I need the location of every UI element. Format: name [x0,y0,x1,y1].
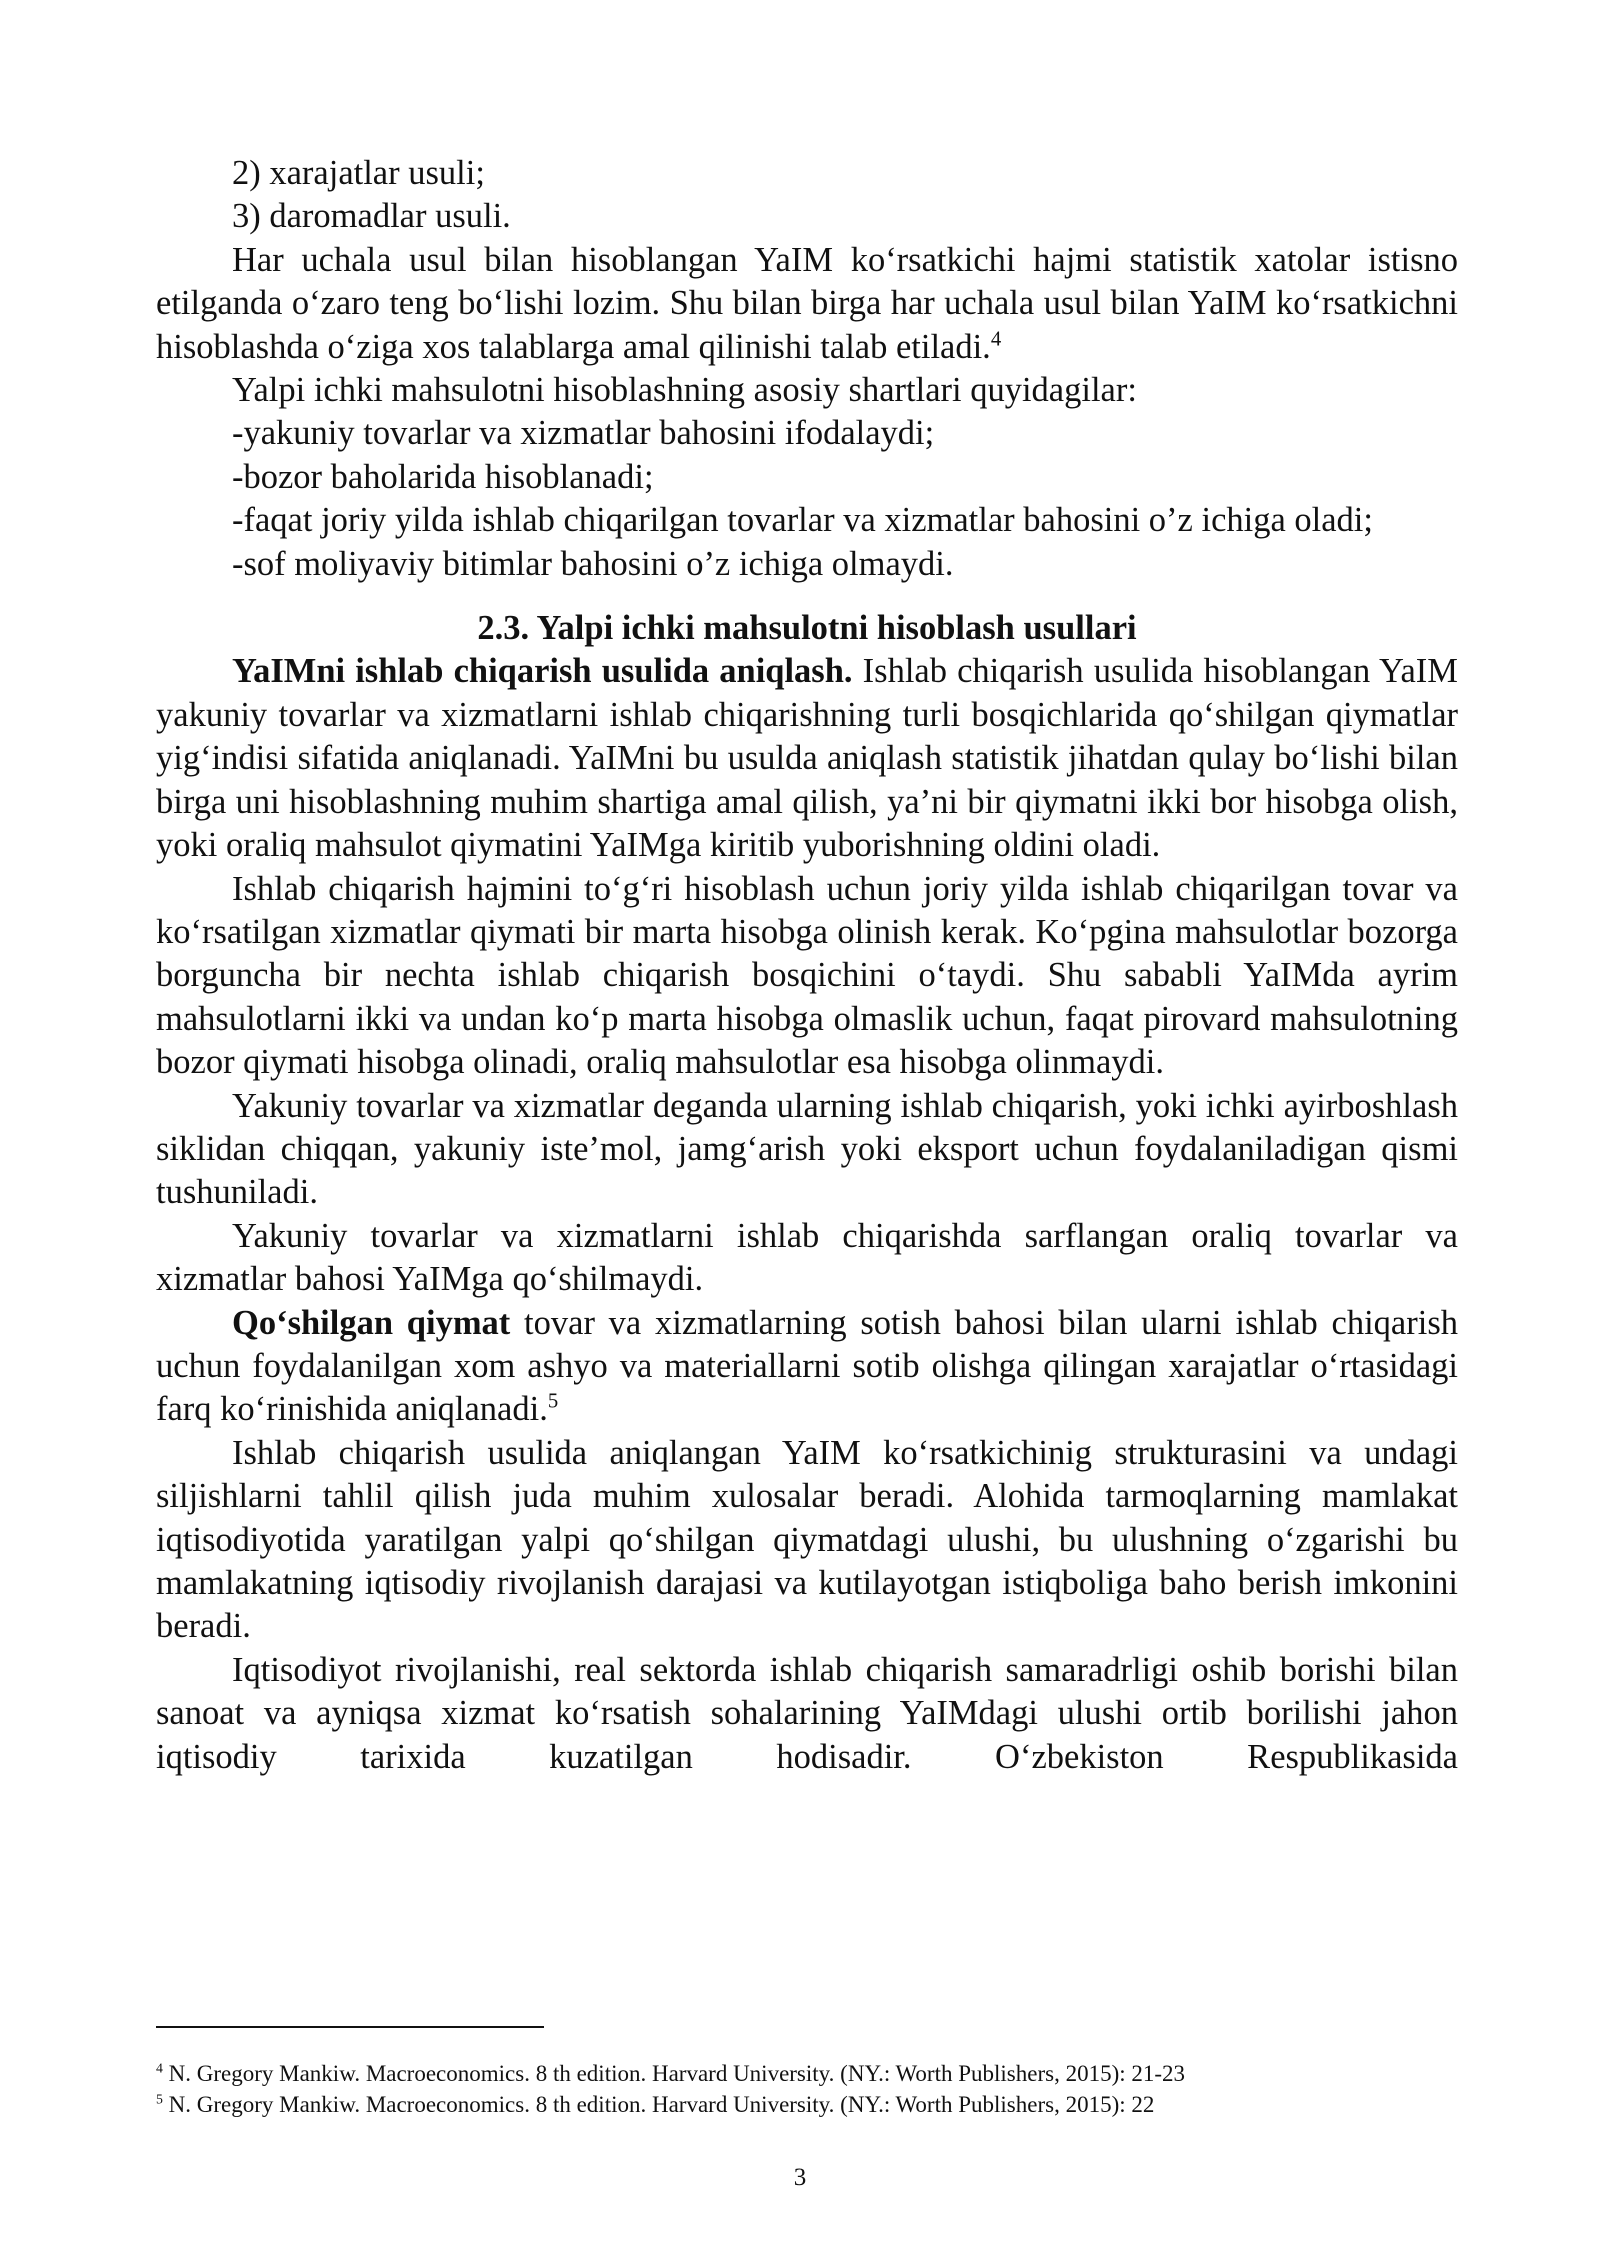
list-item-2: 2) xarajatlar usuli; [232,154,485,192]
paragraph-intermediate-goods: Yakuniy tovarlar va xizmatlarni ishlab chiqarishda sarflangan oraliq tovarlar va xizmatlar bahosi YaIMga qo‘shilmaydi. [156,1216,1458,1299]
condition-item-2: -bozor baholarida hisoblanadi; [232,457,654,496]
footnotes [156,2058,1458,2120]
paragraph-text: tovar va xizmatlarning sotish bahosi bilan ularni ishlab chiqarish uchun foydalanilgan xom ashyo va materiallarni sotib olishga qilingan xarajatlar o‘rtasidagi farq ko‘rinishida aniqlanadi. [156,1303,1458,1429]
footnote-5 [156,2089,1458,2120]
paragraph-equal-methods [156,239,1458,369]
condition-item-4: -sof moliyaviy bitimlar bahosini o’z ichiga olmaydi. [232,544,954,583]
page-number: 3 [793,2164,807,2191]
paragraph-text: Har uchala usul bilan hisoblangan YaIM ko‘rsatkichi hajmi statistik xatolar istisno etilganda o‘zaro teng bo‘lishi lozim. Shu bilan birga har uchala usul bilan YaIM ko‘rsatkichni hisoblashda o‘ziga xos talablarga amal qilinishi talab etiladi. [156,240,1458,366]
condition-item-1: -yakuniy tovarlar va xizmatlar bahosini ifodalaydi; [232,414,935,453]
condition-item-3: -faqat joriy yilda ishlab chiqarilgan tovarlar va xizmatlar bahosini o’z ichiga oladi; [232,501,1373,540]
list-item-3: 3) daromadlar usuli. [232,197,511,236]
paragraph-production-volume: Ishlab chiqarish hajmini to‘g‘ri hisoblash uchun joriy yilda ishlab chiqarilgan tovar va ko‘rsatilgan xizmatlar qiymati bir marta hisobga olinish kerak. Ko‘pgina mahsulotlar bozorga borguncha bir nechta ishlab chiqarish bosqichini o‘taydi. Shu sababli YaIMda ayrim mahsulotlarni ikki va undan ko‘p marta hisobga olmaslik uchun, faqat pirovard mahsulotning bozor qiymati hisobga olinadi, oraliq mahsulotlar esa hisobga olinmaydi. [156,869,1458,1082]
paragraph-text: Ishlab chiqarish usulida hisoblangan YaIM yakuniy tovarlar va xizmatlarni ishlab chiqarishning turli bosqichlarida qo‘shilgan qiymatlar yig‘indisi sifatida aniqlanadi. YaIMni bu usulda aniqlash statistik jihatdan qulay bo‘lishi bilan birga uni hisoblashning muhim shartiga amal qilish, ya’ni bir qiymatni ikki bor hisobga olish, yoki oraliq mahsulot qiymatini YaIMga kiritib yuborishning oldini oladi. [156,652,1458,865]
paragraph-value-added [156,1302,1458,1432]
bold-lead: YaIMni ishlab chiqarish usulida aniqlash. [232,652,853,691]
footnote-text: N. Gregory Mankiw. Macroeconomics. 8 th edition. Harvard University. (NY.: Worth Publishers, 2015): 21-23 [162,2061,1186,2086]
footnote-text: N. Gregory Mankiw. Macroeconomics. 8 th edition. Harvard University. (NY.: Worth Publishers, 2015): 22 [162,2092,1155,2117]
footnote-4 [156,2058,1458,2089]
footnote-ref-4: 4 [990,328,1002,351]
section-heading: 2.3. Yalpi ichki mahsulotni hisoblash usullari [477,609,1137,648]
footnote-ref-5: 5 [547,1390,559,1413]
paragraph-structure-analysis: Ishlab chiqarish usulida aniqlangan YaIM ko‘rsatkichinig strukturasini va undagi siljishlarni tahlil qilish juda muhim xulosalar beradi. Alohida tarmoqlarning mamlakat iqtisodiyotida yaratilgan yalpi qo‘shilgan qiymatdagi ulushi, bu ulushning o‘zgarishi bu mamlakatning iqtisodiy rivojlanish darajasi va kutilayotgan istiqboliga baho berish imkonini beradi. [156,1433,1458,1646]
paragraph-final-goods: Yakuniy tovarlar va xizmatlar deganda ularning ishlab chiqarish, yoki ichki ayirboshlash siklidan chiqqan, yakuniy iste’mol, jamg‘arish yoki eksport uchun foydalaniladigan qismi tushuniladi. [156,1086,1458,1212]
paragraph-production-method [156,650,1458,867]
bold-lead: Qo‘shilgan qiymat [232,1303,511,1342]
footnote-number: 4 [156,2060,163,2076]
paragraph-economic-development: Iqtisodiyot rivojlanishi, real sektorda ishlab chiqarish samaradrligi oshib borishi bilan sanoat va ayniqsa xizmat ko‘rsatish sohalarining YaIMdagi ulushi ortib borilishi jahon iqtisodiy tarixida kuzatilgan hodisadir. O‘zbekiston Respublikasida [156,1650,1458,1776]
body-text [156,152,1458,1779]
conditions-intro: Yalpi ichki mahsulotni hisoblashning asosiy shartlari quyidagilar: [232,371,1137,410]
footnote-separator [156,2026,544,2028]
footnote-number: 5 [156,2091,163,2107]
